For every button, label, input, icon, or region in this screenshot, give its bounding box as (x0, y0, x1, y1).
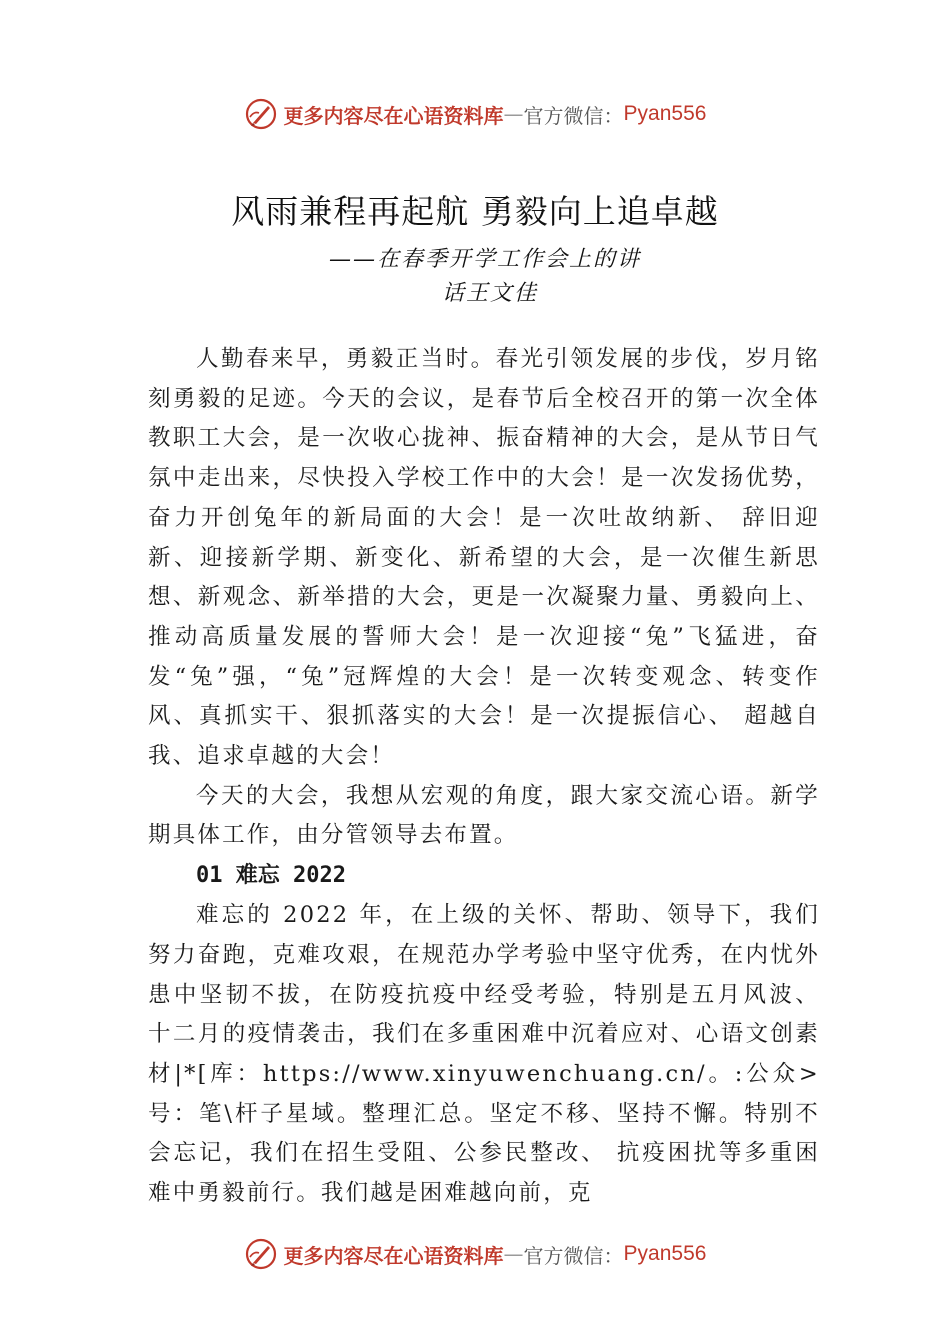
watermark-separator: — (503, 1242, 524, 1266)
document-body (148, 340, 820, 1214)
quill-pen-logo-icon (244, 1237, 278, 1271)
watermark-wechat-id: Pyan556 (623, 102, 707, 125)
watermark-separator: — (503, 102, 524, 126)
watermark-brand-text: 更多内容尽在心语资料库 (283, 1243, 504, 1268)
watermark-wechat-label: 官方微信： (523, 1243, 624, 1268)
section-heading: 01 难忘 2022 (196, 863, 346, 889)
document-subtitle-line-2: 话王文佳 (441, 281, 538, 306)
watermark-wechat-id: Pyan556 (623, 1242, 707, 1265)
body-paragraph-1: 人勤春来早，勇毅正当时。春光引领发展的步伐，岁月铭刻勇毅的足迹。今天的会议，是春节后全校召开的第一次全体教职工大会，是一次收心拢神、振奋精神的大会，是从节日气氛中走出来，尽快投入学校工作中的大会！是一次发扬优势，奋力开创兔年的新局面的大会！是一次吐故纳新、 辞旧迎新、迎接新学期、新变化、新希望的大会，是一次催生新思想、新观念、新举措的大会，更是一次凝聚力量、勇毅向上、推动高质量发展的誓师大会！是一次迎接“兔”飞猛进，奋发“兔”强，“兔”冠辉煌的大会！是一次转变观念、转变作风、真抓实干、狠抓落实的大会！是一次提振信心、 超越自我、追求卓越的大会！ (148, 346, 820, 770)
header-watermark (0, 92, 950, 136)
document-title: 风雨兼程再起航 勇毅向上追卓越 (231, 192, 719, 231)
body-paragraph-2: 今天的大会，我想从宏观的角度，跟大家交流心语。新学期具体工作，由分管领导去布置。 (148, 782, 820, 849)
footer-watermark (0, 1232, 950, 1276)
quill-pen-logo-icon (244, 97, 278, 131)
watermark-brand-text: 更多内容尽在心语资料库 (283, 103, 504, 128)
document-subtitle-line-1: ——在春季开学工作会上的讲 (328, 247, 641, 272)
section-paragraph: 难忘的 2022 年，在上级的关怀、帮助、领导下，我们努力奋跑，克难攻艰，在规范办学考验中坚守优秀，在内忧外患中坚韧不拔，在防疫抗疫中经受考验，特别是五月风波、 十二月的疫情袭击，我们在多重困难中沉着应对、心语文创素材|*[库：https://www.xinyuwenchuang.cn/。:公众>号：笔\杆子星域。整理汇总。坚定不移、坚持不懈。特别不会忘记，我们在招生受阻、公参民整改、 抗疫困扰等多重困难中勇毅前行。我们越是困难越向前，克 (148, 902, 820, 1207)
watermark-wechat-label: 官方微信： (523, 103, 624, 128)
